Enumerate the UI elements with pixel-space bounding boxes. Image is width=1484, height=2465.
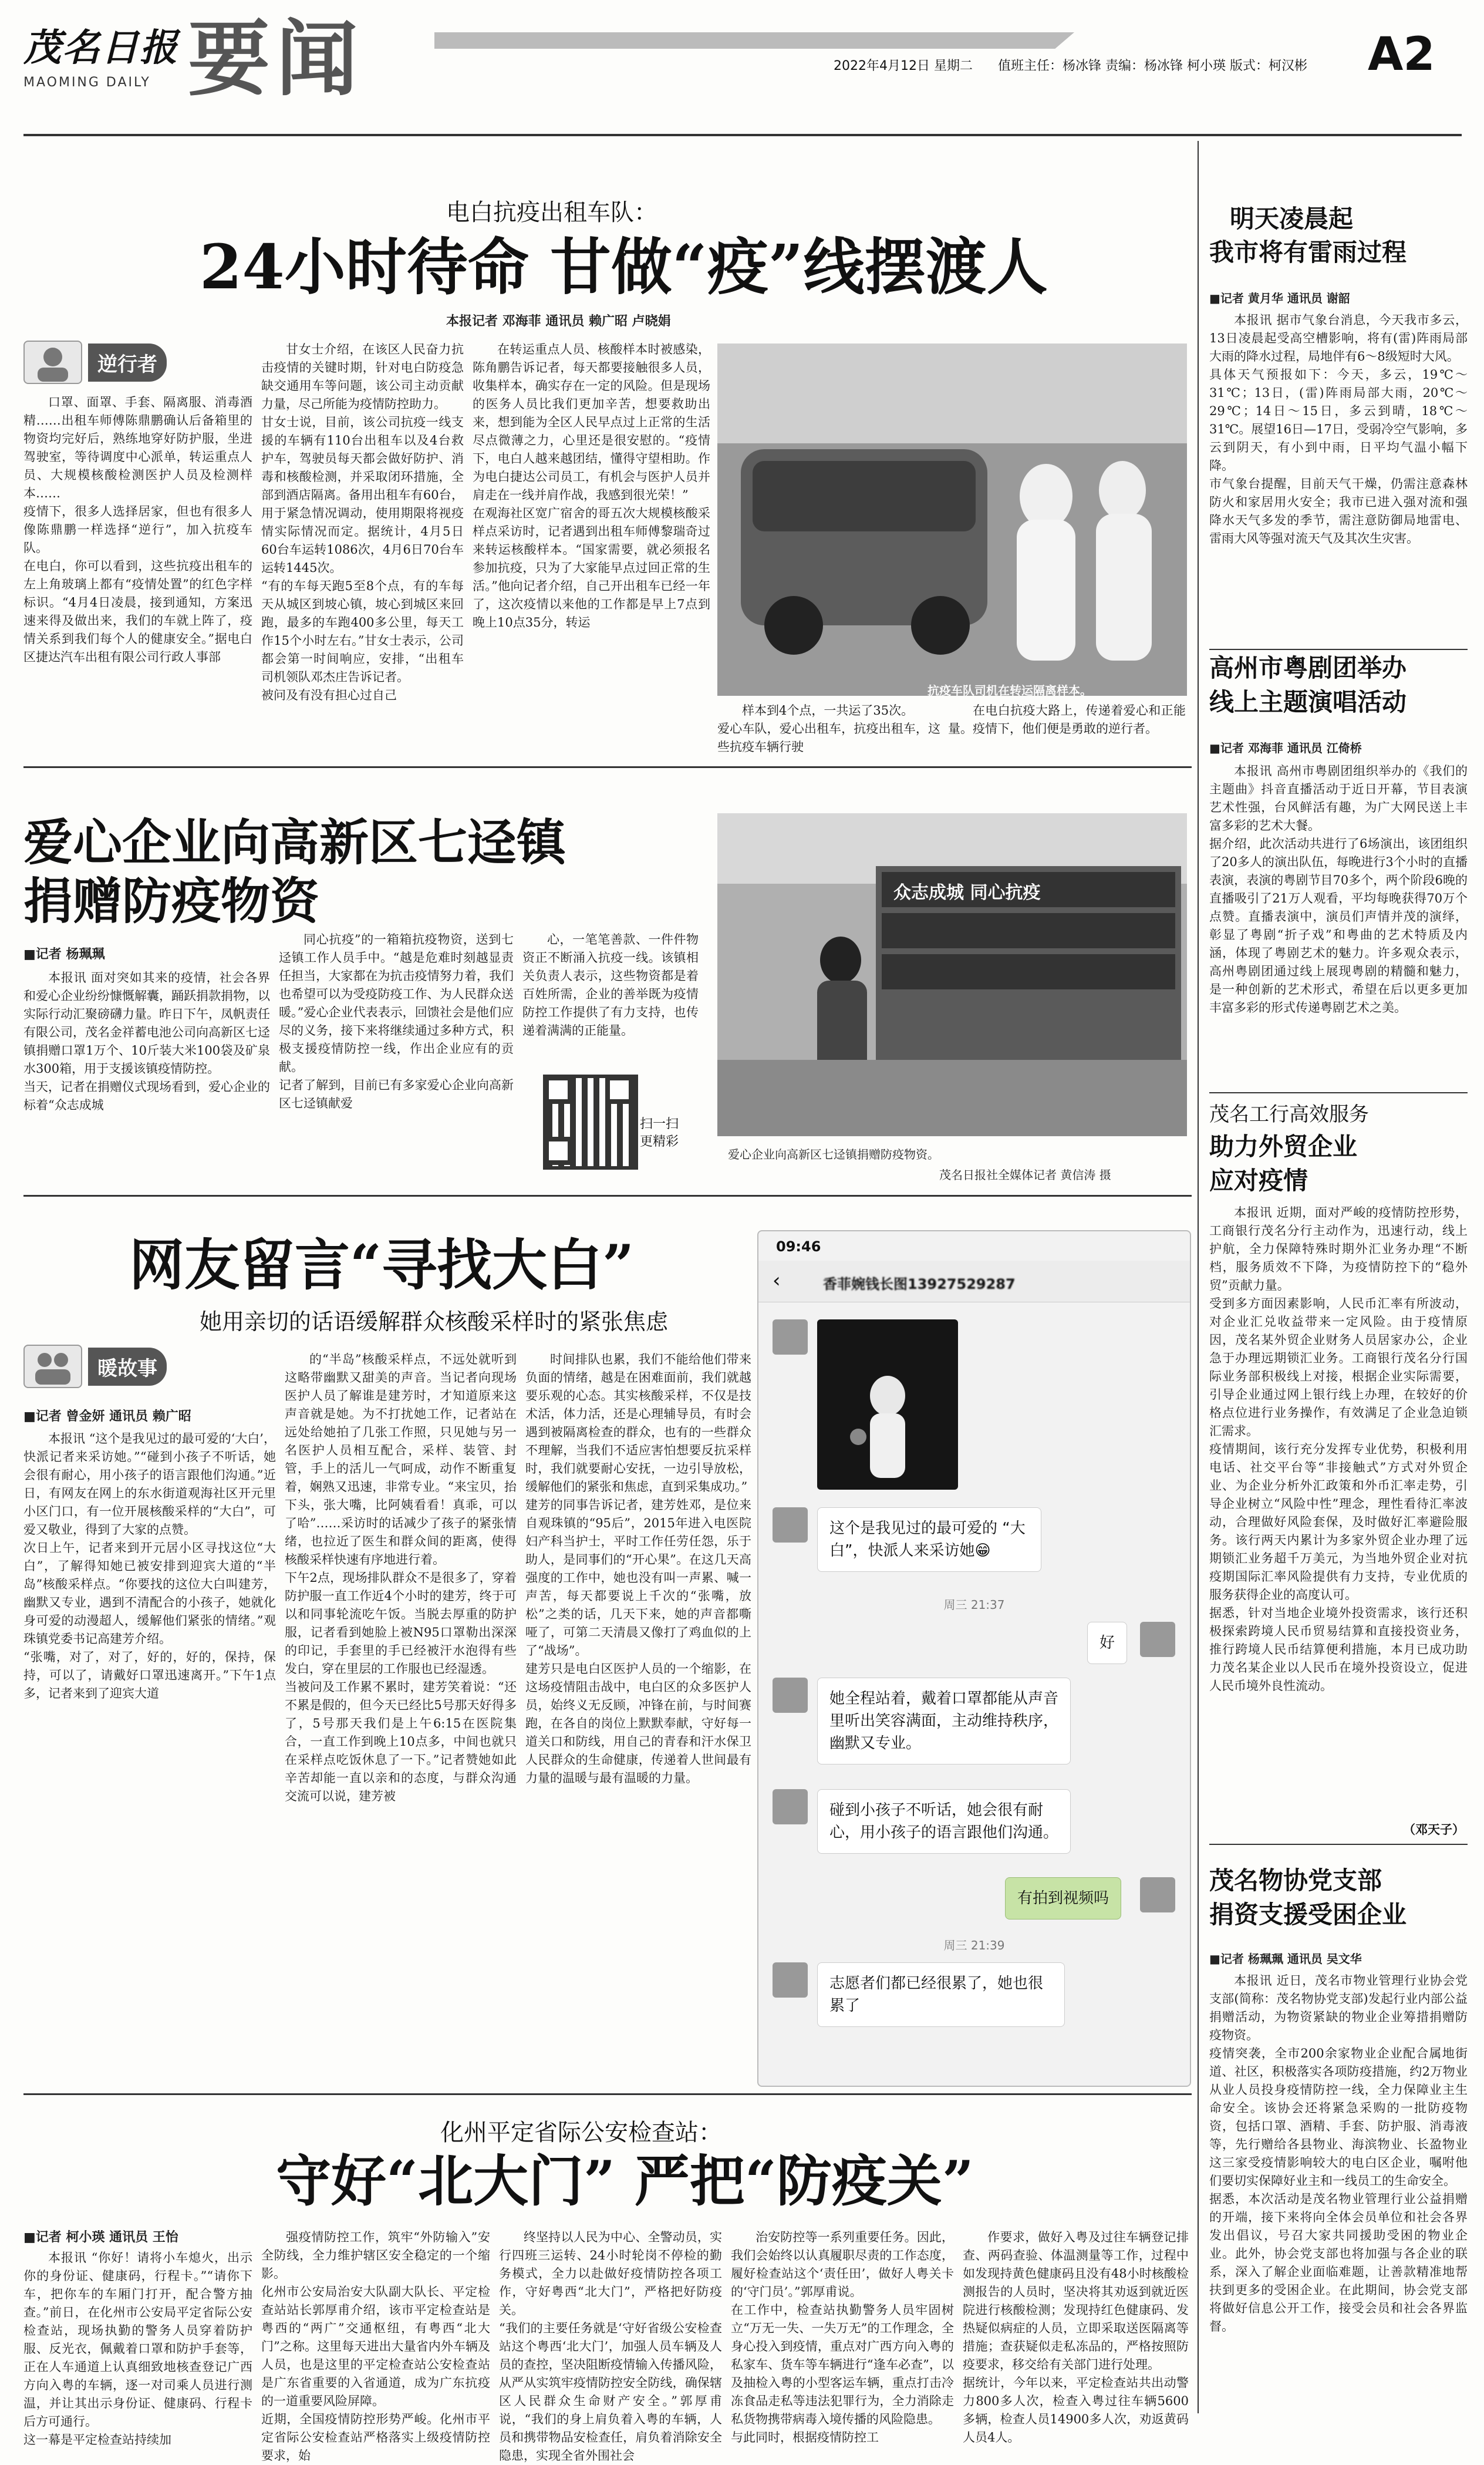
story3-col2-text: 的“半岛”核酸采样点，不远处就听到这略带幽默又甜美的声音。当记者向现场医护人员了解谁是建芳时，才知道原来这声音就是她。为不打扰她工作，记者站在远处给她拍了几张工作照，只见她与另一名医护人员相互配合，采样、装管、封管，手上的活儿一气呵成，动作不断重复着，娴熟又迅速，非常专业。“来宝贝，抬下头，张大嘴，比阿姨看看！真乖，可以了哈”……采访时的话减少了孩子的紧张情绪，也拉近了医生和群众间的距离，使得核酸采样快速有序地进行着。 下午2点，现场排队群众不是很多了，穿着防护服一直工作近4个小时的建芳，终于可以和同事轮流吃午饭。当脱去厚重的防护服，记者看到她脸上被N95口罩勒出深深的印记，手套里的手已经被汗水泡得有些发白，穿在里层的工作服也已经湿透。 当被问及工作累不累时，建芳笑着说：“还不累是假的，但今天已经比5号那天好得多了，5号那天我们是上午6:15在医院集合，一直工作到晚上10点多，中间也就只在采样点吃饭休息了一下。”记者赞她如此辛苦却能一直以亲和的态度，与群众沟通交流可以说，建芳被 [285,1352,517,1803]
page-number: A2 [1368,28,1435,81]
story3-col1 [23,1430,276,2085]
right2-body-text: 本报讯 高州市粤剧团组织举办的《我们的主题曲》抖音直播活动于近日开幕，节目表演艺术性强，台风鲜活有趣，为广大网民送上丰富多彩的艺术大餐。 据介绍，此次活动共进行了6场演出，该团组织了20多人的演出队伍，每晚进行3个小时的直播表演，表演的粤剧节目70多个，两个阶段6晚的直播吸引了21万人观看，平均每晚获得70万个点赞。直播表演中，演员们声情并茂的演绎，彰显了粤剧“折子戏”和粤曲的艺术特质及内涵，体现了粤剧艺术的魅力。许多观众表示，高州粤剧团通过线上展现粤剧的精髓和魅力，是一种创新的艺术形式，希望在后以更多更加丰富多彩的形式传递粤剧艺术之美。 [1209,764,1468,1015]
right2-title-l1: 高州市粤剧团举办 [1209,654,1407,682]
story3-tag [23,1345,167,1388]
story4-col2-text: 强疫情防控工作，筑牢“外防输入”安全防线，全力维护辖区安全稳定的一个缩影。 化州市公安局治安大队副大队长、平定检查站站长郭厚甫介绍，该市平定检查站是粤西的“两广”交通枢纽，有粤西“北大门”之称。这里每天进出大量省内外车辆及人员，也是这里的平定检查站公安检查站是广东省重要的入省通道，成为广东抗疫的一道重要风险屏障。 近期，全国疫情防控形势严峻。化州市平定省际公安检查站严格落实上级疫情防控要求，始 [261,2230,490,2463]
story3-col3 [525,1351,751,2085]
story2-caption1: 爱心企业向高新区七迳镇捐赠防疫物资。 [728,1147,939,1161]
video-thumbnail[interactable] [817,1319,958,1490]
donation-banner-text: 众志成城 同心抗疫 [893,883,1041,903]
right2-body [1209,762,1468,1085]
sender-avatar [773,1962,808,1998]
right1-title-l2: 我市将有雷雨过程 [1209,238,1407,267]
doctor-icon [23,341,82,384]
sender-avatar [773,1507,808,1543]
story3-byline: ■记者 曾金妍 通讯员 赖广昭 [23,1409,191,1424]
story4-col4 [731,2228,954,2444]
right1-title-l1: 明天凌晨起 [1230,204,1354,233]
logo-text: 茂名日报 [23,26,178,70]
story4-kicker: 化州平定省际公安检查站： [440,2119,722,2146]
story2-bottom-rule [23,1195,1192,1197]
chat-msg-video: 有拍到视频吗 [1005,1877,1121,1920]
right3-title-l2: 应对疫情 [1209,1166,1308,1195]
issue-date: 2022年4月12日 星期二 [834,59,973,73]
story4-byline: ■记者 柯小瑛 通讯员 王怡 [23,2230,178,2245]
story1-caption: 抗疫车队司机在转运隔离样本。 [928,683,1092,698]
right1-byline: ■记者 黄月华 通讯员 谢韶 [1209,291,1350,305]
chat-screenshot [757,1230,1191,2087]
story1-col2-text: 甘女士介绍，在该区人民奋力抗击疫情的关键时期，针对电白防疫急缺交通用车等问题，该公司主动贡献力量，尽己所能为疫情防控助力。 甘女士说，目前，该公司抗疫一线支援的车辆有110台出租车以及4台救护车，驾驶员每天都会做好防护、消毒和核酸检测，并采取闭环措施，全部到酒店隔离。备用出租车有60台，用于紧急情况调动，使用期限将视疫情实际情况而定。据统计，4月5日60台车运转1086次，4月6日70台车运转1445次。 “有的车每天跑5至8个点，有的车每天从城区到坡心镇，坡心到城区来回跑，最多的车跑400多公里，每天工作15个小时左右。”甘女士表示，公司都会第一时间响应，安排，“出租车司机领队邓杰庄告诉记者。 被问及有没有担心过自己 [261,342,464,702]
story4-col1-text: 本报讯 “你好！请将小车熄火，出示你的身份证、健康码，行程卡。”“请你下车，把你车的车厢门打开，配合警方抽查。”前日，在化州市公安局平定省际公安检查站，现场执勤的警务人员穿着防护服、反光衣，佩戴着口罩和防护手套等，正在人车通道上认真细致地核查登记广西方向入粤的车辆，逐一对司乘人员进行测温，并让其出示身份证、健康码、行程卡后方可通行。 这一幕是平定检查站持续加 [23,2251,252,2447]
story2-col2 [279,931,514,1192]
story2-col1-text: 本报讯 面对突如其来的疫情，社会各界和爱心企业纷纷慷慨解囊，踊跃捐款捐物，以实际行动汇聚磅礴力量。昨日下午，凤帆责任有限公司，茂名金祥蓄电池公司向高新区七迳镇捐赠口罩1万个、10斤装大米100袋及矿泉水300箱，用于支援该镇疫情防控。 当天，记者在捐赠仪式现场看到，爱心企业的标着“众志成城 [23,971,270,1112]
right3-body [1209,1204,1468,1829]
right3-title-l1: 助力外贸企业 [1209,1132,1358,1161]
sender-avatar [773,1789,808,1824]
masthead-rule [23,134,1462,136]
story2-byline: ■记者 杨珮珮 [23,947,105,962]
story1-col1-text: 口罩、面罩、手套、隔离服、消毒酒精……出租车师傅陈鼎鹏确认后备箱里的物资均完好后，熟练地穿好防护服，坐进驾驶室，等待调度中心派单，转运重点人员、大规模核酸检测医护人员及检测样本…… 疫情下，很多人选择居家，但也有很多人像陈鼎鹏一样选择“逆行”，加入抗疫车队。 在电白，你可以看到，这些抗疫出租车的左上角玻璃上都有“疫情处置”的红色字样标识。“4月4日凌晨，接到通知，方案迅速来得及做出来，我们的车就上阵了，疫情关系到我们每个人的健康安全。”据电白区捷达汽车出租有限公司行政人事部 [23,395,252,664]
story1-kicker: 电白抗疫出租车队： [446,199,657,226]
phone-status-time: 09:46 [776,1238,821,1255]
right3-body-text: 本报讯 近期，面对严峻的疫情防控形势，工商银行茂名分行主动作为，迅速行动，线上护航，全力保障特殊时期外汇业务办理“不断档，服务质效不下降，为疫情防控下的“稳外贸”贡献力量。 受到多方面因素影响，人民币汇率有所波动，对企业汇兑收益带来一定风险。由于疫情原因，茂名某外贸企业财务人员居家办公，企业急于办理远期锁汇业务。工商银行茂名分行国际业务部积极线上对接，根据企业实际需要，引导企业通过网上银行线上办理，在较好的价格点位进行业务操作，有效满足了企业急迫锁汇需求。 疫情期间，该行充分发挥专业优势，积极利用电话、社交平台等“非接触式”方式对外贸企业、为企业分析外汇政策和外币汇率走势，引导企业树立“风险中性”理念，理性看待汇率波动，合理做好风险套保，及时做好汇率避险服务。该行两天内累计为多家外贸企业办理了远期锁汇业务超千万美元，为当地外贸企业对抗疫期国际汇率风险提供有力支持，专业优质的服务获得企业的高度认可。 据悉，针对当地企业境外投资需求，该行还积极探索跨境人民币贸易结算和直接投资业务，推行跨境人民币结算便利措施，本月已成功助力茂名某企业以人民币在境外投资设立，促进人民币境外良性流动。 [1209,1205,1468,1693]
chat-msg-4: 志愿者们都已经很累了，她也很累了 [817,1962,1065,2027]
right3-bottom-rule [1209,1844,1468,1845]
story3-col3-text: 时间排队也累，我们不能给他们带来负面的情绪，越是在困难面前，我们就越要乐观的心态。其实核酸采样，不仅是技术活，体力活，还是心理辅导员，有时会遇到被隔离检查的群众，也有的一些群众不理解，当我们不适应害怕想要反抗采样时，我们就要耐心安抚，一边引导放松，缓解他们的紧张和焦虑，直到采集成功。” 建芳的同事告诉记者，建芳姓邓，是位来自观珠镇的“95后”，2015年进入电医院妇产科当护士，平时工作任劳任怨，乐于助人，是同事们的“开心果”。在这几天高强度的工作中，她也没有叫一声累、喊一声苦，每天都要说上千次的“张嘴，放松”之类的话，几天下来，她的声音都嘶哑了，可第二天清晨又像打了鸡血似的上了“战场”。 建芳只是电白区医护人员的一个缩影，在这场疫情阻击战中，电白区的众多医护人员，始终义无反顾，冲锋在前，与时间赛跑，在各自的岗位上默默奉献，守好每一道关口和防线，用自己的青春和汗水保卫人民群众的生命健康，传递着人世间最有力量的温暖与最有温暖的力量。 [525,1352,751,1785]
qr-label: 扫一扫 更精彩 [640,1117,679,1149]
story3-subtitle: 她用亲切的话语缓解群众核酸采样时的紧张焦虑 [200,1309,669,1335]
story4-col3-text: 终坚持以人民为中心、全警动员，实行四班三运转、24小时轮岗不停检的勤务模式，全力以赴做好疫情防控各项工作，守好粤西“北大门”，严格把好防疫关。 “我们的主要任务就是‘守好省级公安检查站这个粤西‘北大门’，加强人员车辆及人员的查控，坚决阻断疫情输入传播风险，从严从实筑牢疫情防控安全防线，确保辖区人民群众生命财产安全。”郭厚甫说，“我们的身上肩负着入粤的车辆，人员和携带物品安检查任，肩负着消除安全隐患，实现全省外围社会 [499,2230,722,2463]
chat-time-1: 周三 21:37 [943,1598,1005,1612]
story1-col3-text: 在转运重点人员、核酸样本时被感染，陈角鹏告诉记者，每天都要接触很多人员，收集样本，确实存在一定的风险。但是现场的医务人员比我们更加辛苦，想要救助出来，想到能为全区人民早点过上正常的生活尽点微薄之力，心里还是很安慰的。“疫情下，电白人越来越团结，懂得守望相助。作为电白捷达公司员工，有机会与医护人员并肩走在一线并肩作战，我感到很光荣！” 在观海社区宽广宿舍的哥五次大规模核酸采样点采访时，记者遇到出租车师傅黎瑞奇过来转运核酸样本。“国家需要，就必须报名参加抗疫，只为了大家能早点过回正常的生活。”他向记者介绍，自己开出租车已经一年了，这次疫情以来他的工作都是早上7点到晚上10点35分，转运 [473,342,710,629]
people-icon [23,1345,82,1388]
right3-kicker: 茂名工行高效服务 [1209,1103,1369,1126]
story4-col2 [261,2228,490,2463]
back-icon[interactable]: ‹ [773,1269,781,1292]
right4-title-l1: 茂名物协党支部 [1209,1866,1382,1895]
receiver-avatar [1140,1877,1175,1912]
story1-col4b [948,702,1186,757]
story2-col1 [23,969,270,1192]
story1-tag-label: 逆行者 [88,344,167,382]
story2-title-l1: 爱心企业向高新区七迳镇 [23,813,566,871]
phone-header [758,1261,1190,1302]
story4-col1 [23,2249,252,2447]
story1-col4a-text: 样本到4个点，一共运了35次。 爱心车队，爱心出租车，抗疫出租车，这些抗疫车辆行驶 [717,703,940,754]
story1-col2 [261,341,464,757]
chat-msg-2: 她全程站着，戴着口罩都能从声音里听出笑容满面，主动维持秩序，幽默又专业。 [817,1678,1071,1764]
section-title: 要闻 [188,12,365,107]
story2-col2-text: 同心抗疫”的一箱箱抗疫物资，送到七迳镇工作人员手中。“越是危难时刻越显责任担当，大家都在为抗击疫情努力着，我们也希望可以为受疫防疫工作、为人民群众送暖。”爱心企业代表表示，回馈社会是他们应尽的义务，接下来将继续通过多种方式，积极支援疫情防控一线，作出企业应有的贡献。 记者了解到，目前已有多家爱心企业向高新区七迳镇献爱 [279,932,514,1110]
chat-msg-ok: 好 [1087,1622,1127,1664]
sender-avatar [773,1678,808,1713]
chat-time-2: 周三 21:39 [943,1938,1005,1952]
masthead-logo [23,18,182,123]
story1-col4a [717,702,940,757]
story1-photo [717,344,1187,696]
story1-tag [23,341,167,384]
receiver-avatar [1140,1622,1175,1657]
story4-col5 [963,2228,1189,2444]
right4-body [1209,1972,1468,2418]
story4-title: 守好“北大门” 严把“防疫关” [276,2149,974,2214]
right4-body-text: 本报讯 近日，茂名市物业管理行业协会党支部(简称：茂名物协党支部)发起行业内部公益捐赠活动，为物资紧缺的物业企业筹措捐赠防疫物资。 疫情突袭，全市200余家物业企业配合属地街道、社区，积极落实各项防疫措施，约2万物业从业人员投身疫情防控一线，全力保障业主生命安全。该协会还将紧急采购的一批防疫物资，包括口罩、酒精、手套、防护服、消毒液等，先行赠给各县物业、海滨物业、长盈物业这三家受疫情影响较大的电白区企业，嘱咐他们要切实保障好业主和一线员工的生命安全。 据悉，本次活动是茂名物业管理行业公益捐赠的开端，接下来将向全体会员单位和社会各界发出倡议，号召大家共同援助受困的物业企业。此外，协会党支部也将加强与各企业的联系，深入了解企业面临难题，让善款精准地帮扶到更多的受困企业。在此期间，协会党支部将做好信息公开工作，接受会员和社会各界监督。 [1209,1974,1468,2333]
right2-title-l2: 线上主题演唱活动 [1209,688,1407,716]
story2-col3 [522,931,699,1048]
story3-col1-text: 本报讯 “这个是我见过的最可爱的‘大白’，快派记者来采访她。”“碰到小孩子不听话，她会很有耐心，用小孩子的语言跟他们沟通。”近日，有网友在网上的东水街道观海社区开元里小区门口，有一位开展核酸采样的“大白”，可爱又敬业，得到了大家的点赞。 次日上午，记者来到开元居小区寻找这位“大白”，了解得知她已被安排到迎宾大道的“半岛”核酸采样点。“你要找的这位大白叫建芳，幽默又专业，遇到不清配合的小孩子，她就化身可爱的动漫超人，缓解他们紧张的情绪。”观珠镇党委书记高建芳介绍。 “张嘴，对了，对了，好的，好的，保持，保持，可以了，请戴好口罩迅速离开。”下午1点多，记者来到了迎宾大道 [23,1432,276,1700]
story1-col3 [473,341,710,757]
story1-col1 [23,393,252,757]
logo-en: MAOMING DAILY [23,75,151,90]
story2-col3-text: 心，一笔笔善款、一件件物资正不断涌入抗疫一线。该镇相关负责人表示，这些物资都是着百姓所需，企业的善举既为疫情防控工作提供了有力支持，也传递着满满的正能量。 [522,932,699,1038]
story2-photo [717,813,1187,1136]
taxi-scene-image [717,344,1187,696]
right1-bottom-rule [1209,649,1468,650]
right1-body [1209,311,1468,640]
story4-col5-text: 作要求，做好入粤及过往车辆登记排查、两码查验、体温测量等工作，过程中如发现持黄色健康码且没有48小时核酸检测报告的人员时，坚决将其劝返到就近医院进行核酸检测；发现持红色健康码、发热疑似病症的人员，立即采取送医隔离等措施；查获疑似走私冻品的，严格按照防疫要求，移交给有关部门进行处理。 据统计，今年以来，平定检查站共出动警力800多人次，检查入粤过往车辆5600多辆，检查人员14900多人次，劝返黄码人员4人。 [963,2230,1189,2444]
right4-byline: ■记者 杨珮珮 通讯员 吴文华 [1209,1952,1362,1966]
right3-sign: （邓天子） [1403,1822,1465,1837]
story4-col4-text: 治安防控等一系列重要任务。因此，我们会始终以认真履职尽责的工作态度，履好检查站这个‘责任田’，做好人粤关卡的‘守门员’。”郭厚甫说。 在工作中，检查站执勤警务人员牢固树立“万无一失、一失万无”的工作理念，全身心投入到疫情，重点对广西方向入粤的私家车、货车等车辆进行“逢车必查”，以及抽检入粤的小型客运车辆，重点打击冷冻食品走私等违法犯罪行为，全力消除走私货物携带病毒入境传播的风险隐患。 与此同时，根据疫情防控工 [731,2230,954,2444]
story4-col3 [499,2228,722,2463]
story1-col4b-text: 在电白抗疫大路上，传递着爱心和正能量。疫情下，他们便是勇敢的逆行者。 [948,703,1186,736]
story1-bottom-rule [23,766,1192,768]
story2-caption2: 茂名日报社全媒体记者 黄信涛 摄 [939,1168,1111,1182]
section-arrow [434,32,1074,49]
right2-byline: ■记者 邓海菲 通讯员 江倚桥 [1209,741,1362,755]
story3-tag-label: 暖故事 [88,1348,167,1386]
chat-title: 香菲婉钱长图13927529287 [823,1276,1016,1292]
story3-col2 [285,1351,517,2085]
chat-msg-3: 碰到小孩子不听话，她会很有耐心，用小孩子的语言跟他们沟通。 [817,1789,1071,1854]
story1-byline: 本报记者 邓海菲 通讯员 赖广昭 卢晓娟 [446,314,671,329]
right4-title-l2: 捐资支援受困企业 [1209,1900,1407,1929]
story3-title: 网友留言“寻找大白” [129,1233,635,1298]
donation-scene-image [717,813,1187,1136]
sender-avatar [773,1319,808,1355]
chat-msg-1: 这个是我见过的最可爱的 “大白”，快派人来采访她😁 [817,1507,1041,1572]
story3-bottom-rule [23,2093,1192,2095]
right1-body-text: 本报讯 据市气象台消息，今天我市多云，13日凌晨起受高空槽影响，将有(雷)阵雨局部大雨的降水过程，局地伴有6～8级短时大风。 具体天气预报如下：今天，多云，19℃～31℃；13日，(雷)阵雨局部大雨，20℃～29℃；14日～15日，多云到晴，18℃～31℃。展望16日—17日，受弱冷空气影响，多云到阴天，有小到中雨，日平均气温小幅下降。 市气象台提醒，目前天气干燥，仍需注意森林防火和家居用火安全；我市已进入强对流和强降水天气多发的季节，需注意防御局地雷电、雷雨大风等强对流天气及其次生灾害。 [1209,313,1468,545]
right2-bottom-rule [1209,1092,1468,1093]
editors-line: 值班主任：杨冰锋 责编：杨冰锋 柯小瑛 版式：柯汉彬 [998,59,1307,73]
story2-title-l2: 捐赠防疫物资 [23,872,320,930]
qr-code[interactable] [543,1075,638,1170]
right-column-divider [1198,141,1199,2413]
story1-title: 24小时待命 甘做“疫”线摆渡人 [200,231,1048,303]
